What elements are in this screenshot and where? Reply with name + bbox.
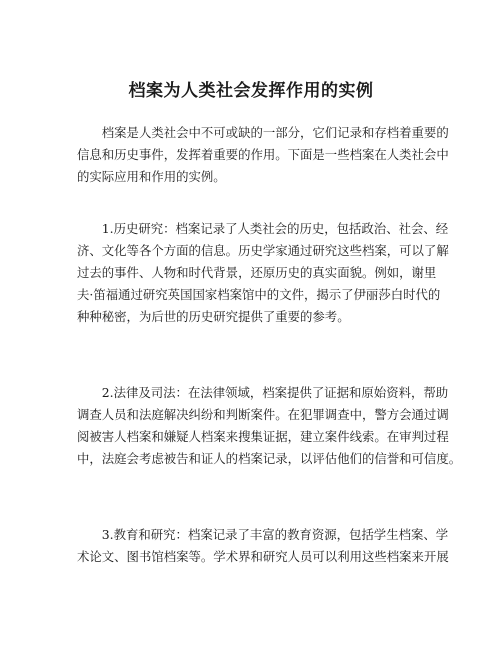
text-line: 信息和历史事件，发挥着重要的作用。下面是一些档案在人类社会中 — [77, 147, 449, 162]
text-line: 2.法律及司法：在法律领域，档案提供了证据和原始资料，帮助 — [77, 385, 449, 400]
paragraph-history-research — [77, 218, 449, 328]
paragraph-law-justice — [77, 382, 462, 470]
document-title: 档案为人类社会发挥作用的实例 — [128, 81, 374, 101]
text-line: 3.教育和研究：档案记录了丰富的教育资源，包括学生档案、学 — [77, 527, 449, 542]
text-line: 档案是人类社会中不可或缺的一部分，它们记录和存档着重要的 — [77, 125, 449, 140]
text-line: 的实际应用和作用的实例。 — [77, 169, 226, 184]
text-line: 夫·笛福通过研究英国国家档案馆中的文件，揭示了伊丽莎白时代的 — [77, 287, 441, 302]
text-line: 过去的事件、人物和时代背景，还原历史的真实面貌。例如，谢里 — [77, 265, 437, 280]
text-line: 中，法庭会考虑被告和证人的档案记录，以评估他们的信誉和可信度。 — [77, 451, 462, 466]
text-line: 调查人员和法庭解决纠纷和判断案件。在犯罪调查中，警方会通过调 — [77, 407, 449, 422]
paragraph-education-research — [77, 524, 449, 568]
paragraph-intro — [77, 122, 449, 188]
text-line: 1.历史研究：档案记录了人类社会的历史，包括政治、社会、经 — [77, 221, 449, 236]
text-line: 术论文、图书馆档案等。学术界和研究人员可以利用这些档案来开展 — [77, 549, 449, 564]
text-line: 阅被害人档案和嫌疑人档案来搜集证据，建立案件线索。在审判过程 — [77, 429, 449, 444]
text-line: 种种秘密，为后世的历史研究提供了重要的参考。 — [77, 309, 350, 324]
text-line: 济、文化等各个方面的信息。历史学家通过研究这些档案，可以了解 — [77, 243, 449, 258]
